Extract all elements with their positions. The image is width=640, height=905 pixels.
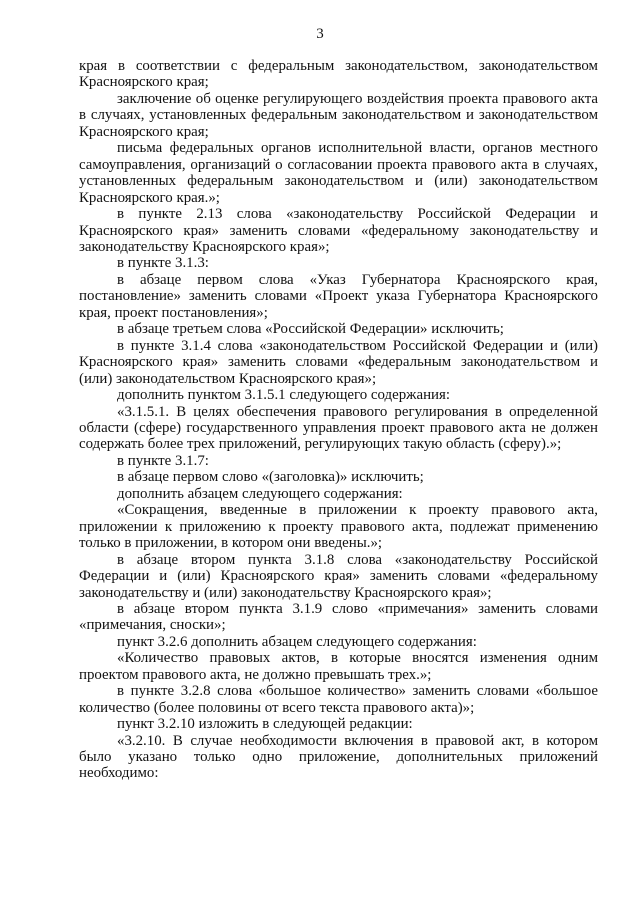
paragraph: пункт 3.2.10 изложить в следующей редакции: — [117, 716, 413, 733]
paragraph: в абзаце втором пункта 3.1.8 слова «законодательству Российской Федерации и (или) Красноярского края» заменить словами «федеральному законодательству и (или) законодательству Красноярского края»; — [79, 551, 598, 601]
paragraph: дополнить абзацем следующего содержания: — [117, 485, 403, 502]
paragraph: пункт 3.2.6 дополнить абзацем следующего содержания: — [117, 633, 477, 650]
document-body — [79, 58, 598, 782]
paragraph: в пункте 3.2.8 слова «большое количество» заменить словами «большое количество (более половины от всего текста правового акта)»; — [79, 683, 598, 716]
paragraph: края в соответствии с федеральным законодательством, законодательством Красноярского края; — [79, 58, 598, 91]
paragraph: «3.1.5.1. В целях обеспечения правового регулирования в определенной области (сфере) государственного управления проект правового акта не должен содержать более трех приложений, регулирующих такую область (сферу).»; — [79, 403, 598, 453]
paragraph: в пункте 3.1.4 слова «законодательством Российской Федерации и (или) Красноярского края» заменить словами «федеральным законодательством и (или) законодательством Красноярского края»; — [79, 337, 598, 387]
paragraph: «Количество правовых актов, в которые вносятся изменения одним проектом правового акта, не должно превышать трех.»; — [79, 650, 598, 683]
paragraph: заключение об оценке регулирующего воздействия проекта правового акта в случаях, установленных федеральным законодательством и законодательством Красноярского края; — [79, 90, 598, 140]
paragraph: в абзаце втором пункта 3.1.9 слово «примечания» заменить словами «примечания, сноски»; — [79, 600, 598, 634]
page-number: 3 — [316, 26, 324, 42]
paragraph: дополнить пунктом 3.1.5.1 следующего содержания: — [117, 387, 450, 404]
paragraph: «3.2.10. В случае необходимости включения в правовой акт, в котором было указано только одно приложение, дополнительных приложений необходимо: — [79, 732, 598, 782]
paragraph: «Сокращения, введенные в приложении к проекту правового акта, приложении к приложению к проекту правового акта, подлежат применению только в приложении, в котором они введены.»; — [79, 502, 598, 552]
paragraph: в абзаце третьем слова «Российской Федерации» исключить; — [117, 321, 504, 338]
paragraph: в абзаце первом слова «Указ Губернатора Красноярского края, постановление» заменить словами «Проект указа Губернатора Красноярского края, проект постановления»; — [79, 271, 598, 321]
paragraph: в пункте 2.13 слова «законодательству Российской Федерации и Красноярского края» заменить словами «федеральному законодательству и законодательству Красноярского края»; — [79, 206, 598, 255]
paragraph: в пункте 3.1.3: — [117, 255, 209, 272]
paragraph: в пункте 3.1.7: — [117, 452, 209, 469]
paragraph: письма федеральных органов исполнительной власти, органов местного самоуправления, организаций о согласовании проекта правового акта в случаях, установленных федеральным законодательством и (или) законодательством Красноярского края.»; — [79, 140, 598, 206]
paragraph: в абзаце первом слово «(заголовка)» исключить; — [117, 469, 424, 486]
